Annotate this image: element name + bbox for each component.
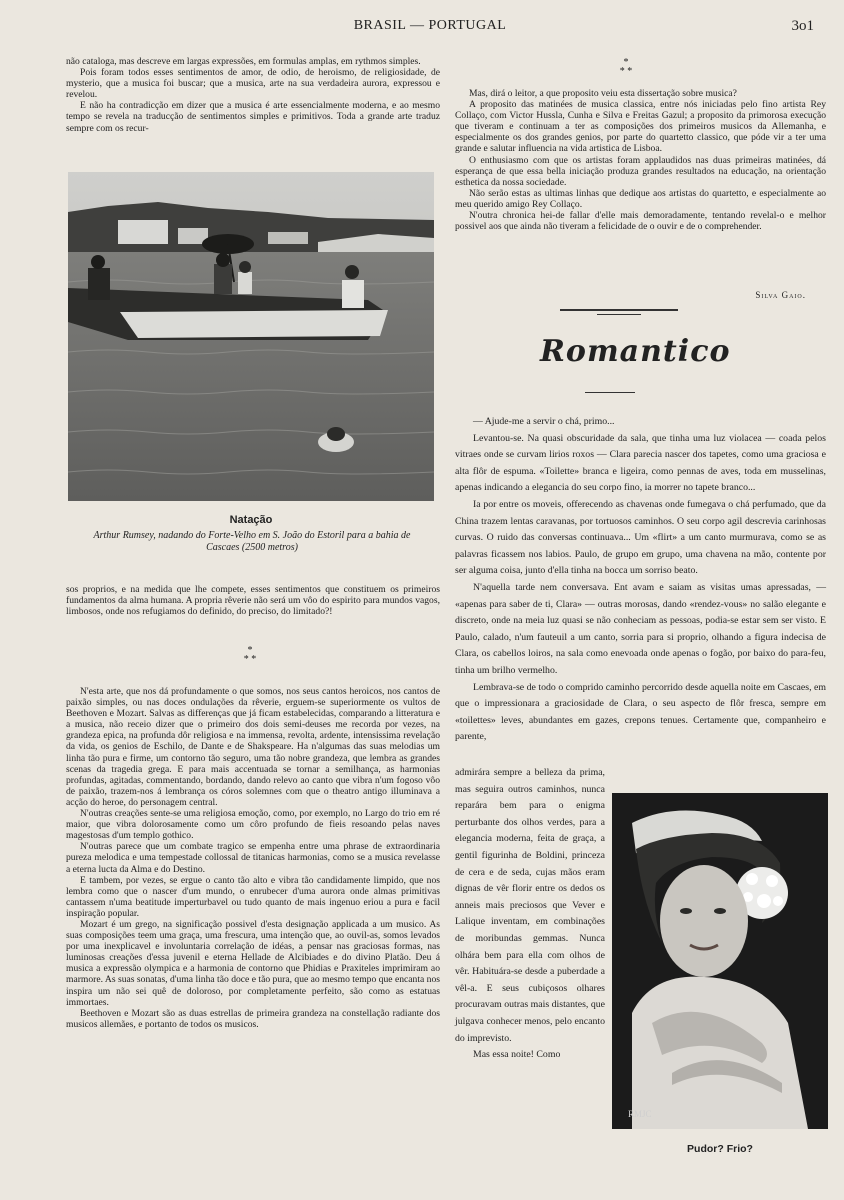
paragraph: O enthusiasmo com que os artistas foram applaudidos nas duas primeiras matinées, dá esperança de que essa bella iniciação produza grandes resultados na educação, na orientação esthetica da nossa sociedade. — [455, 154, 826, 188]
paragraph: E tambem, por vezes, se ergue o canto tão alto e vibra tão candidamente limpido, que nos lembra como que o nascer d'um mundo, o enrubecer d'uma aurora onde almas primitivas cantassem n'uma beatitude imperturbavel ou tudo quanto de mais ingenuo eriou a pura e facil inspiração popular. — [66, 874, 440, 919]
photo-title: Natação — [229, 514, 273, 526]
photo-caption: Arthur Rumsey, nadando do Forte-Velho em S. João do Estoril para a bahia de Cascaes (2500 metros) — [93, 530, 411, 553]
paragraph: N'outras parece que um combate tragico se empenha entre uma phrase de extraordinaria pureza melodica e uma tempestade collossal de titanicas harmonias, como se a musica revelasse a eterna lucta da Alma e do Destino. — [66, 841, 440, 875]
paragraph: Beethoven e Mozart são as duas estrellas de primeira grandeza na constellação radiante dos musicos allemães, e portanto de todos os musicos. — [66, 1007, 440, 1030]
paragraph: N'outras creações sente-se uma religiosa emoção, como, por exemplo, no Largo do trio em ré maior, que vibra dolorosamente como um côro profundo de fieis resoando pelas naves magestosas d'um templo gothico. — [66, 808, 440, 842]
paragraph: A proposito das matinées de musica classica, entre nós iniciadas pelo fino artista Rey Collaço, com Victor Hussla, Cunha e Silva e Freitas Gazul; a proposito da primorosa execução que tiveram e continuam a ter as composições dos primeiros musicos da Allemanha, e especialmente os dos grandes genios, por parte do quartetto classico, que póde vir a ter uma grande e salutar influencia na vida artistica de Lisboa. — [455, 99, 826, 155]
section-asterism: * * * — [243, 645, 257, 665]
portrait-illustration — [612, 793, 828, 1129]
story-body-wide — [455, 414, 826, 746]
photographer-mark: RMJC — [628, 1109, 652, 1119]
paragraph: Pois foram todos esses sentimentos de amor, de odio, de heroismo, de religiosidade, de mysterio, que a musica foi buscar; que a musica, arte na sua verdadeira aurora, expressou e revelou. — [66, 67, 440, 101]
paragraph: N'aquella tarde nem conversava. Ent avam e saiam as visitas umas apressadas, — «apenas para saber de ti, Clara» — outras morosas, dando «rendez-vous» no salão elegante e discreto, onde na meia luz quasi se não conheciam as pessoas, podia-se estar sem ser visto. E Paulo, calado, n'um fauteuil a um canto, sorria para si proprio, olhando a figura indecisa de Clara, os cabellos loiros, na sala como enevoada onde apenas o fogão, por baixo do para-feu, tinha um brilho vermelho. — [455, 581, 826, 676]
paragraph: admirára sempre a belleza da prima, mas seguira outros caminhos, nunca reparára bem para o enigma perturbante dos olhos verdes, para a elegancia moderna, feita de graça, a gentil figurinha de Boldini, princeza de cera e de seda, cujas mãos eram dignas de vêr florir entre os dedos os anneis mais preciosos que Vever e Lalique inventam, em combinações de moribundas gemmas. Nunca olhára bem para ella com olhos de vêr. Habituára-se desde a puberdade a vêl-a. E seus cubiçosos olhares procuravam outras mais distantes, que julgava conhecer menos, pelo encanto do imprevisto. — [455, 767, 605, 1044]
author-signature: Silva Gaio. — [755, 290, 806, 300]
paragraph: N'outra chronica hei-de fallar d'elle mais demoradamente, tentando revelal-o e melhor possivel aos que ainda não tiveram a felicidade de o ouvir e de o comprehender. — [455, 210, 826, 233]
section-rule — [560, 309, 678, 311]
essay-continuation-mid — [66, 584, 440, 617]
section-asterism: * * * — [619, 57, 633, 77]
paragraph: Levantou-se. Na quasi obscuridade da sala, que tinha uma luz violacea — coada pelos vitraes onde se curvam lirios roxos — Clara parecia nascer dos tapetes, como uma graciosa e alta flôr de espuma. «Toilette» branca e ligeira, como pennas de aves, toda em musselinas, apenas indicando a elegancia do seu corpo fino, ia morrer no tapete branco... — [455, 432, 826, 494]
essay-continuation-top — [66, 56, 440, 134]
portrait-caption: Pudor? Frio? — [687, 1143, 753, 1155]
paragraph: Ia por entre os moveis, offerecendo as chavenas onde fumegava o chá perfumado, que da China trazem lentas caravanas, por tortuosos caminhos. O seu corpo agil descrevia carinhosas curvas. O ruido das conversas continuava... Um «flirt» a um canto murmurava, como se as palavras ficassem nos labios. Paulo, de grupo em grupo, uma chavena na mão, contente por ser alguma coisa, junto d'ella tinha na bocca um sorriso beato. — [455, 498, 826, 577]
paragraph: N'esta arte, que nos dá profundamente o que somos, nos seus cantos heroicos, nos cantos de paixão simples, ou nas doces ondulações da rêverie, erguem-se superiormente os vultos de Beethoven e Mozart. Salvas as differenças que já ficam estabelecidas, comparando a litteratura e a musica, não receio dizer que o primeiro dos dois semi-deuses me recorda por vezes, na grandeza epica, na profunda dôr religiosa e na immensa, revolta, ardente, intensissima revelação da vida, os genios de Eschilo, de Dante e de Shakspeare. Ha n'algumas das suas melodias um linha tão pura e firme, um contorno tão seguro, uma tão nobre grandeza, que lembra as grandes scenas da tragedia grega. E para mais accentuada se tornar a semilhança, as harmonias profundas, agitadas, commentando, bordando, dando relevo ao canto que vibra n'um fogoso vôo de paixão, trazem-nos á lembrança os córos solemnes com que o theatro antigo illuminava a acção do heroe, do personagem central. — [66, 686, 440, 808]
running-title: BRASIL — PORTUGAL — [353, 18, 507, 33]
paragraph: E não ha contradicção em dizer que a musica é arte essencialmente moderna, e ao mesmo tempo se revela na traducção de sentimentos simples e primitivos. Toda a grande arte traduz sempre com os recur- — [66, 100, 440, 134]
title-rule — [585, 392, 635, 393]
swimming-photo — [68, 172, 434, 501]
paragraph: não cataloga, mas descreve em largas expressões, em formulas amplas, em rythmos simples. — [66, 56, 421, 67]
section-rule-short — [597, 314, 641, 315]
paragraph: Mas essa noite! Como — [473, 1049, 561, 1061]
paragraph: — Ajude-me a servir o chá, primo... — [473, 416, 615, 427]
story-body-narrow — [455, 765, 605, 1064]
story-title: Romantico — [540, 334, 731, 369]
paragraph: Lembrava-se de todo o comprido caminho percorrido desde aquella noite em Cascaes, em que o impressionara a graciosidade de Clara, o seu aspecto de flôr fresca, sempre em «toilettes» leves, abundantes em gazes, crepons tenues. Certamente que, companheiro e parente, — [455, 681, 826, 743]
paragraph: sos proprios, e na medida que lhe compete, esses sentimentos que constituem os primeiros fundamentos da alma humana. A propria rêverie não será um vôo do espirito para mundos vagos, limbosos, onde nos refugiamos do definido, do preciso, do limitado?! — [66, 584, 440, 618]
paragraph: Não serão estas as ultimas linhas que dedique aos artistas do quartetto, e especialmente ao meu querido amigo Rey Collaço. — [455, 187, 826, 210]
page-number: 3o1 — [791, 18, 814, 34]
essay-conclusion — [455, 88, 826, 232]
essay-beethoven-mozart — [66, 686, 440, 1030]
paragraph: Mas, dirá o leitor, a que proposito veiu esta dissertação sobre musica? — [469, 88, 737, 99]
paragraph: Mozart é um grego, na significação possivel d'esta designação applicada a um musico. As suas composições teem uma graça, uma frescura, uma intenção que, ao ouvil-as, somos levados por uma inexplicavel e involuntaria correlação de idéas, a pensar nas graciosas formas, nas luminosas creações d'essa juvenil e eterna Hellade de Alcibiades e do divino Platão. Deu á musica a expressão olympica e a harmonia de contorno que Phidias e Praxiteles imprimiram ao marmore. As suas sonatas, d'uma linha tão doce e tão pura, que ao mesmo tempo que encanta nos inspira um não sei quê de doloroso, por completamente perfeito, são como as estatuas immortaes. — [66, 918, 440, 1008]
swimming-photo-illustration — [68, 172, 434, 501]
portrait-photo — [612, 793, 828, 1129]
page-header — [0, 14, 844, 38]
